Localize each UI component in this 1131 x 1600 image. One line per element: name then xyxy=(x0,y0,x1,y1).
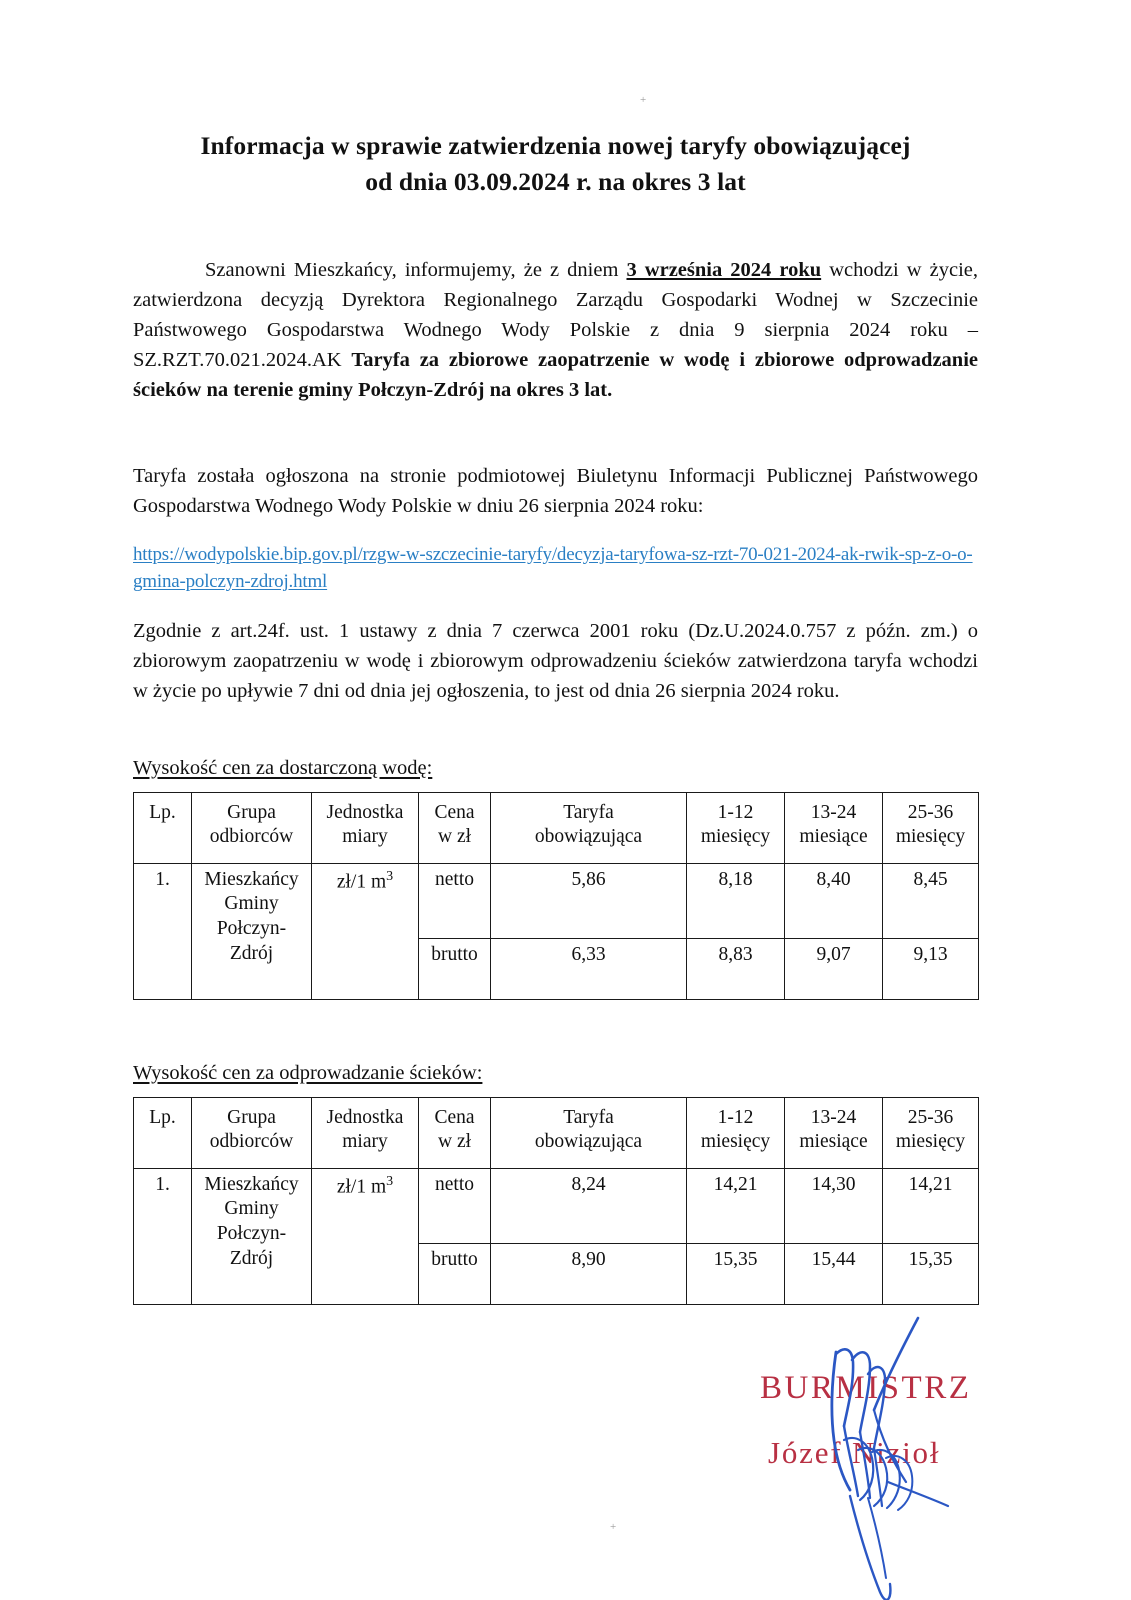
col-header-m1-line-2: miesięcy xyxy=(700,826,771,848)
col-header-m1-line-2: miesięcy xyxy=(700,1131,771,1153)
cell-brutto-m1: 8,83 xyxy=(687,938,785,999)
cell-customer-group xyxy=(192,1168,312,1304)
col-header-current-line-1: Taryfa xyxy=(563,801,614,823)
col-header-unit-line-2: miary xyxy=(342,1131,388,1153)
water-table-caption: Wysokość cen za dostarczoną wodę: xyxy=(133,756,433,779)
cell-group-line-1: Mieszkańcy xyxy=(204,1173,299,1195)
cell-brutto-m3: 9,13 xyxy=(883,938,979,999)
col-header-lp: Lp. xyxy=(134,792,192,863)
cell-group-line-3: Połczyn- xyxy=(216,1223,287,1245)
mayor-stamp xyxy=(760,1372,1050,1468)
col-header-group-line-2: odbiorców xyxy=(209,826,294,848)
col-header-months-13-24 xyxy=(785,792,883,863)
col-header-m3-line-1: 25-36 xyxy=(907,1106,954,1128)
col-header-current-tariff xyxy=(491,1097,687,1168)
col-header-price xyxy=(419,1097,491,1168)
intro-text-part-1: Szanowni Mieszkańcy, informujemy, że z dniem xyxy=(205,259,627,282)
sewage-table-caption-wrap xyxy=(133,1000,978,1097)
cell-brutto-m1: 15,35 xyxy=(687,1243,785,1304)
col-header-months-25-36 xyxy=(883,792,979,863)
cell-group-line-4: Zdrój xyxy=(229,942,274,964)
col-header-price-line-1: Cena xyxy=(434,1106,475,1128)
sewage-table-caption: Wysokość cen za odprowadzanie ścieków: xyxy=(133,1061,483,1084)
col-header-current-line-2: obowiązująca xyxy=(534,826,643,848)
col-header-months-1-12 xyxy=(687,1097,785,1168)
intro-paragraph xyxy=(133,256,978,406)
col-header-price xyxy=(419,792,491,863)
cell-group-line-2: Gminy xyxy=(224,893,279,915)
col-header-current-line-2: obowiązująca xyxy=(534,1131,643,1153)
col-header-group-line-1: Grupa xyxy=(227,801,276,823)
col-header-months-13-24 xyxy=(785,1097,883,1168)
scan-registration-mark-bottom: + xyxy=(610,1521,617,1533)
cell-price-kind-brutto: brutto xyxy=(419,938,491,999)
cell-netto-m1: 8,18 xyxy=(687,863,785,938)
col-header-unit xyxy=(312,792,419,863)
col-header-group-line-1: Grupa xyxy=(227,1106,276,1128)
intro-tariff-name: Taryfa za zbiorowe zaopatrzenie w wodę i zbiorowe odprowadzanie ścieków na terenie gminy Połczyn-Zdrój na okres 3 lat. xyxy=(133,349,979,402)
intro-effective-date: 3 września 2024 roku xyxy=(626,259,822,282)
col-header-group xyxy=(192,1097,312,1168)
col-header-group-line-2: odbiorców xyxy=(209,1131,294,1153)
col-header-current-line-1: Taryfa xyxy=(563,1106,614,1128)
cell-group-line-2: Gminy xyxy=(224,1198,279,1220)
cell-netto-m2: 14,30 xyxy=(785,1168,883,1243)
cell-price-kind-brutto: brutto xyxy=(419,1243,491,1304)
cell-brutto-m2: 15,44 xyxy=(785,1243,883,1304)
page-title-line-1: Informacja w sprawie zatwierdzenia nowej taryfy obowiązującej xyxy=(200,131,911,160)
col-header-m2-line-1: 13-24 xyxy=(810,801,857,823)
table-row xyxy=(134,863,979,938)
cell-price-kind-netto: netto xyxy=(419,1168,491,1243)
col-header-m1-line-1: 1-12 xyxy=(717,1106,754,1128)
cell-brutto-current: 8,90 xyxy=(491,1243,687,1304)
legal-basis-paragraph: Zgodnie z art.24f. ust. 1 ustawy z dnia 7 czerwca 2001 roku (Dz.U.2024.0.757 z późn. zm.) o zbiorowym zaopatrzeniu w wodę i zbiorowym odprowadzeniu ścieków zatwierdzona taryfa wchodzi w życie po upływie 7 dni od dnia jej ogłoszenia, to jest od dnia 26 sierpnia 2024 roku. xyxy=(133,619,978,702)
cell-brutto-current: 6,33 xyxy=(491,938,687,999)
col-header-price-line-1: Cena xyxy=(434,801,475,823)
cell-unit-text: zł/1 m xyxy=(336,871,387,893)
table-header-row xyxy=(134,792,979,863)
table-row xyxy=(134,1168,979,1243)
cell-price-kind-netto: netto xyxy=(419,863,491,938)
col-header-lp: Lp. xyxy=(134,1097,192,1168)
water-table-caption-wrap xyxy=(133,707,978,792)
document-body xyxy=(133,0,978,1305)
cell-brutto-m3: 15,35 xyxy=(883,1243,979,1304)
cell-unit-of-measure xyxy=(312,863,419,999)
cell-unit-text: zł/1 m xyxy=(336,1176,387,1198)
col-header-months-25-36 xyxy=(883,1097,979,1168)
cell-netto-current: 8,24 xyxy=(491,1168,687,1243)
cell-netto-m2: 8,40 xyxy=(785,863,883,938)
cell-lp: 1. xyxy=(134,863,192,999)
col-header-m1-line-1: 1-12 xyxy=(717,801,754,823)
col-header-unit-line-1: Jednostka xyxy=(326,1106,404,1128)
cell-netto-m1: 14,21 xyxy=(687,1168,785,1243)
announcement-paragraph: Taryfa została ogłoszona na stronie podmiotowej Biuletynu Informacji Publicznej Państwowego Gospodarstwa Wodnego Wody Polskie w dniu 26 sierpnia 2024 roku: xyxy=(133,465,978,517)
tariff-bip-link[interactable]: https://wodypolskie.bip.gov.pl/rzgw-w-szczecinie-taryfy/decyzja-taryfowa-sz-rzt-70-021-2024-ak-rwik-sp-z-o-o-gmina-polczyn-zdroj.html xyxy=(133,543,973,592)
col-header-current-tariff xyxy=(491,792,687,863)
cell-unit-exponent: 3 xyxy=(386,1172,394,1189)
cell-brutto-m2: 9,07 xyxy=(785,938,883,999)
stamp-role-text: BURMISTRZ xyxy=(760,1370,972,1406)
cell-netto-current: 5,86 xyxy=(491,863,687,938)
col-header-unit-line-1: Jednostka xyxy=(326,801,404,823)
page-title-line-2: od dnia 03.09.2024 r. na okres 3 lat xyxy=(365,167,746,197)
sewage-price-table xyxy=(133,1097,979,1305)
cell-netto-m3: 8,45 xyxy=(883,863,979,938)
col-header-m3-line-2: miesięcy xyxy=(895,826,966,848)
page-title xyxy=(133,128,978,200)
table-header-row xyxy=(134,1097,979,1168)
cell-lp: 1. xyxy=(134,1168,192,1304)
cell-unit-exponent: 3 xyxy=(386,867,394,884)
intro-text-part-2: wchodzi w życie, zatwierdzona decyzją Dyrektora Regionalnego Zarządu Gospodarki Wodnej w Szczecinie Państwowego Gospodarstwa Wodnego Wody Polskie z dnia 9 sierpnia 2024 roku – SZ.RZT.70.021.2024.AK xyxy=(133,259,978,372)
col-header-m3-line-1: 25-36 xyxy=(907,801,954,823)
col-header-m2-line-2: miesiące xyxy=(799,826,868,848)
cell-netto-m3: 14,21 xyxy=(883,1168,979,1243)
col-header-months-1-12 xyxy=(687,792,785,863)
cell-unit-of-measure xyxy=(312,1168,419,1304)
col-header-unit-line-2: miary xyxy=(342,826,388,848)
col-header-unit xyxy=(312,1097,419,1168)
stamp-name-text: Józef Nizioł xyxy=(768,1435,941,1470)
col-header-m2-line-1: 13-24 xyxy=(810,1106,857,1128)
scan-registration-mark-top: + xyxy=(640,94,647,106)
cell-group-line-1: Mieszkańcy xyxy=(204,868,299,890)
col-header-price-line-2: w zł xyxy=(437,1131,472,1153)
cell-group-line-3: Połczyn- xyxy=(216,918,287,940)
col-header-group xyxy=(192,792,312,863)
col-header-m3-line-2: miesięcy xyxy=(895,1131,966,1153)
water-price-table xyxy=(133,792,979,1000)
col-header-price-line-2: w zł xyxy=(437,826,472,848)
cell-group-line-4: Zdrój xyxy=(229,1247,274,1269)
col-header-m2-line-2: miesiące xyxy=(799,1131,868,1153)
cell-customer-group xyxy=(192,863,312,999)
signature-block xyxy=(740,1300,1060,1560)
